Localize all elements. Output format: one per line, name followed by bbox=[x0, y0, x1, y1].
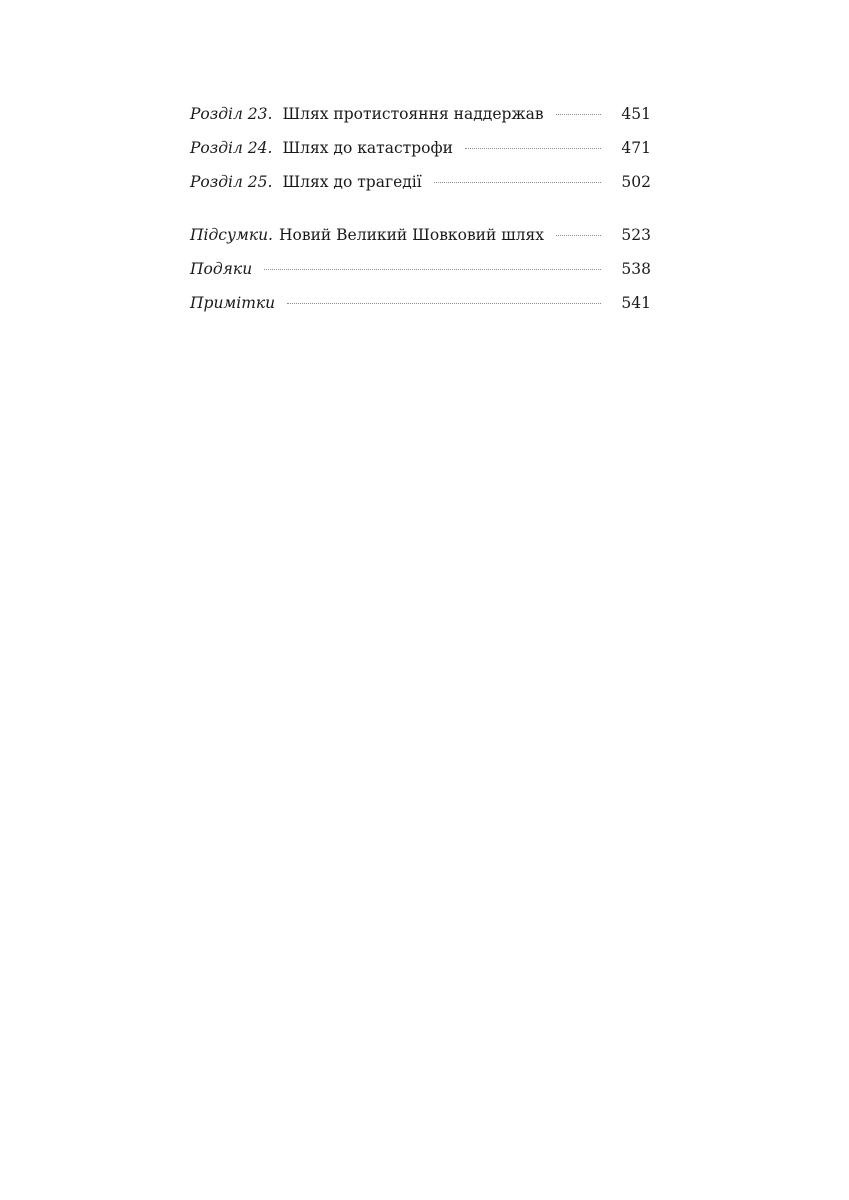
page-number: 502 bbox=[621, 173, 651, 191]
dot-leader bbox=[287, 303, 601, 304]
chapters-group bbox=[190, 97, 651, 199]
section-label: Примітки bbox=[190, 294, 276, 312]
back-matter-group bbox=[190, 218, 651, 320]
page-number: 451 bbox=[621, 105, 651, 123]
page-number: 471 bbox=[621, 139, 651, 157]
chapter-label: Розділ 23. bbox=[190, 105, 273, 123]
dot-leader bbox=[264, 269, 601, 270]
toc-entry-chapter-24[interactable] bbox=[190, 131, 651, 165]
dot-leader bbox=[556, 114, 602, 115]
toc-entry-conclusion[interactable] bbox=[190, 218, 651, 252]
chapter-title: Шлях до трагедії bbox=[282, 173, 422, 191]
toc-entry-notes[interactable] bbox=[190, 286, 651, 320]
toc-entry-acknowledgements[interactable] bbox=[190, 252, 651, 286]
toc-entry-chapter-23[interactable] bbox=[190, 97, 651, 131]
chapter-title: Шлях протистояння наддержав bbox=[282, 105, 544, 123]
dot-leader bbox=[556, 235, 601, 236]
section-label: Підсумки. bbox=[190, 226, 273, 244]
chapter-label: Розділ 25. bbox=[190, 173, 273, 191]
page-number: 541 bbox=[621, 294, 651, 312]
section-label: Подяки bbox=[190, 260, 253, 278]
page-number: 523 bbox=[621, 226, 651, 244]
page-number: 538 bbox=[621, 260, 651, 278]
chapter-title: Шлях до катастрофи bbox=[282, 139, 453, 157]
table-of-contents bbox=[190, 97, 651, 320]
dot-leader bbox=[434, 182, 602, 183]
section-title: Новий Великий Шовковий шлях bbox=[279, 226, 545, 244]
toc-entry-chapter-25[interactable] bbox=[190, 165, 651, 199]
chapter-label: Розділ 24. bbox=[190, 139, 273, 157]
dot-leader bbox=[465, 148, 601, 149]
